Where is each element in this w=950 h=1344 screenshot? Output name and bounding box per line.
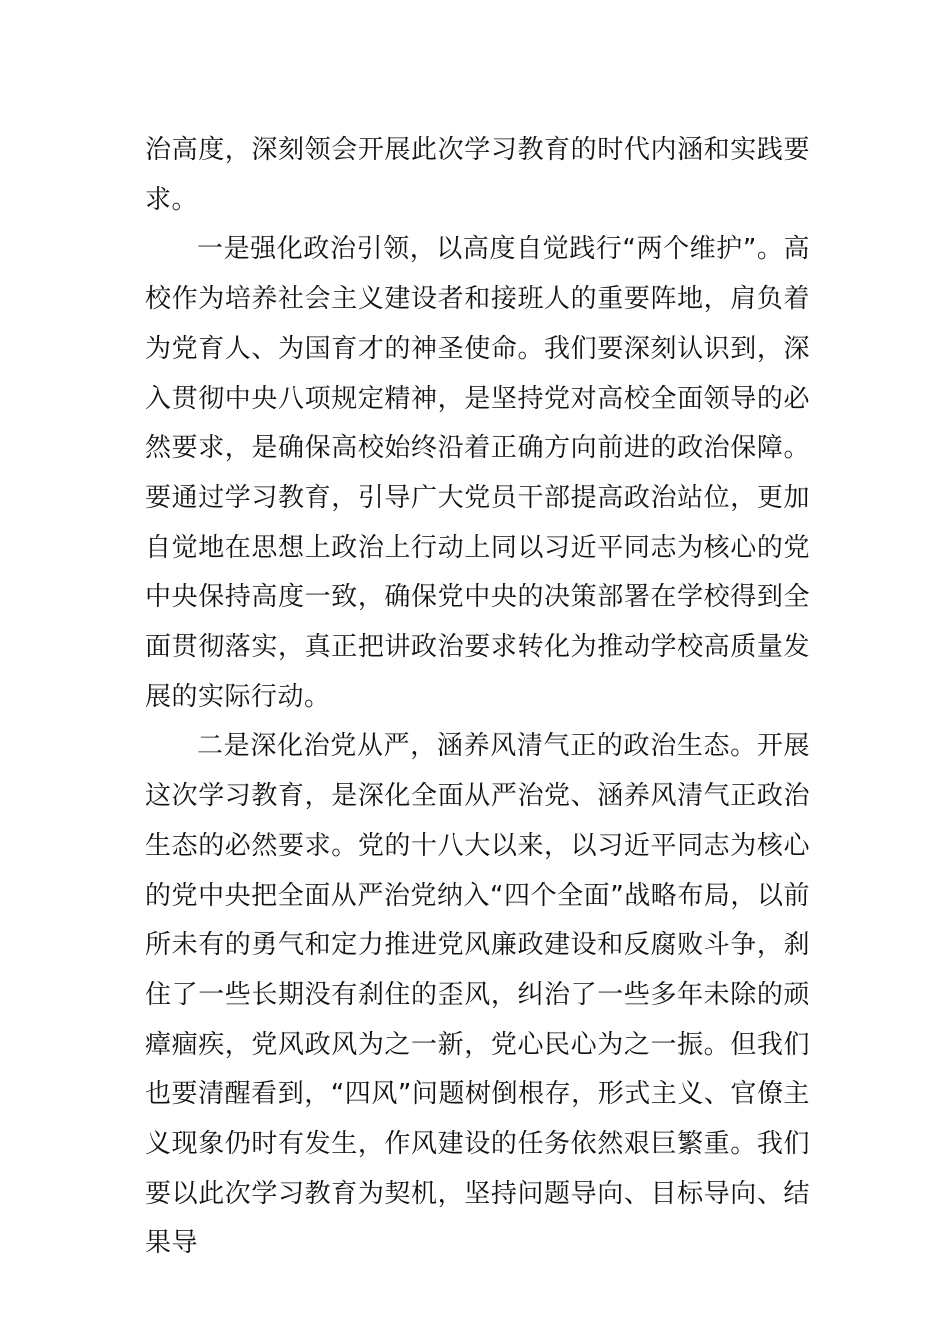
document-body	[145, 126, 810, 1269]
paragraph-continuation: 治高度，深刻领会开展此次学习教育的时代内涵和实践要求。	[145, 135, 810, 215]
paragraph-political-leadership: 一是强化政治引领，以高度自觉践行“两个维护”。高校作为培养社会主义建设者和接班人的重要阵地，肩负着为党育人、为国育才的神圣使命。我们要深刻认识到，深入贯彻中央八项规定精神，是坚持党对高校全面领导的必然要求，是确保高校始终沿着正确方向前进的政治保障。要通过学习教育，引导广大党员干部提高政治站位，更加自觉地在思想上政治上行动上同以习近平同志为核心的党中央保持高度一致，确保党中央的决策部署在学校得到全面贯彻落实，真正把讲政治要求转化为推动学校高质量发展的实际行动。	[145, 234, 810, 712]
paragraph-strict-governance: 二是深化治党从严，涵养风清气正的政治生态。开展这次学习教育，是深化全面从严治党、涵养风清气正政治生态的必然要求。党的十八大以来，以习近平同志为核心的党中央把全面从严治党纳入“四个全面”战略布局，以前所未有的勇气和定力推进党风廉政建设和反腐败斗争，刹住了一些长期没有刹住的歪风，纠治了一些多年未除的顽瘴痼疾，党风政风为之一新，党心民心为之一振。但我们也要清醒看到，“四风”问题树倒根存，形式主义、官僚主义现象仍时有发生，作风建设的任务依然艰巨繁重。我们要以此次学习教育为契机，坚持问题导向、目标导向、结果导	[145, 731, 810, 1259]
